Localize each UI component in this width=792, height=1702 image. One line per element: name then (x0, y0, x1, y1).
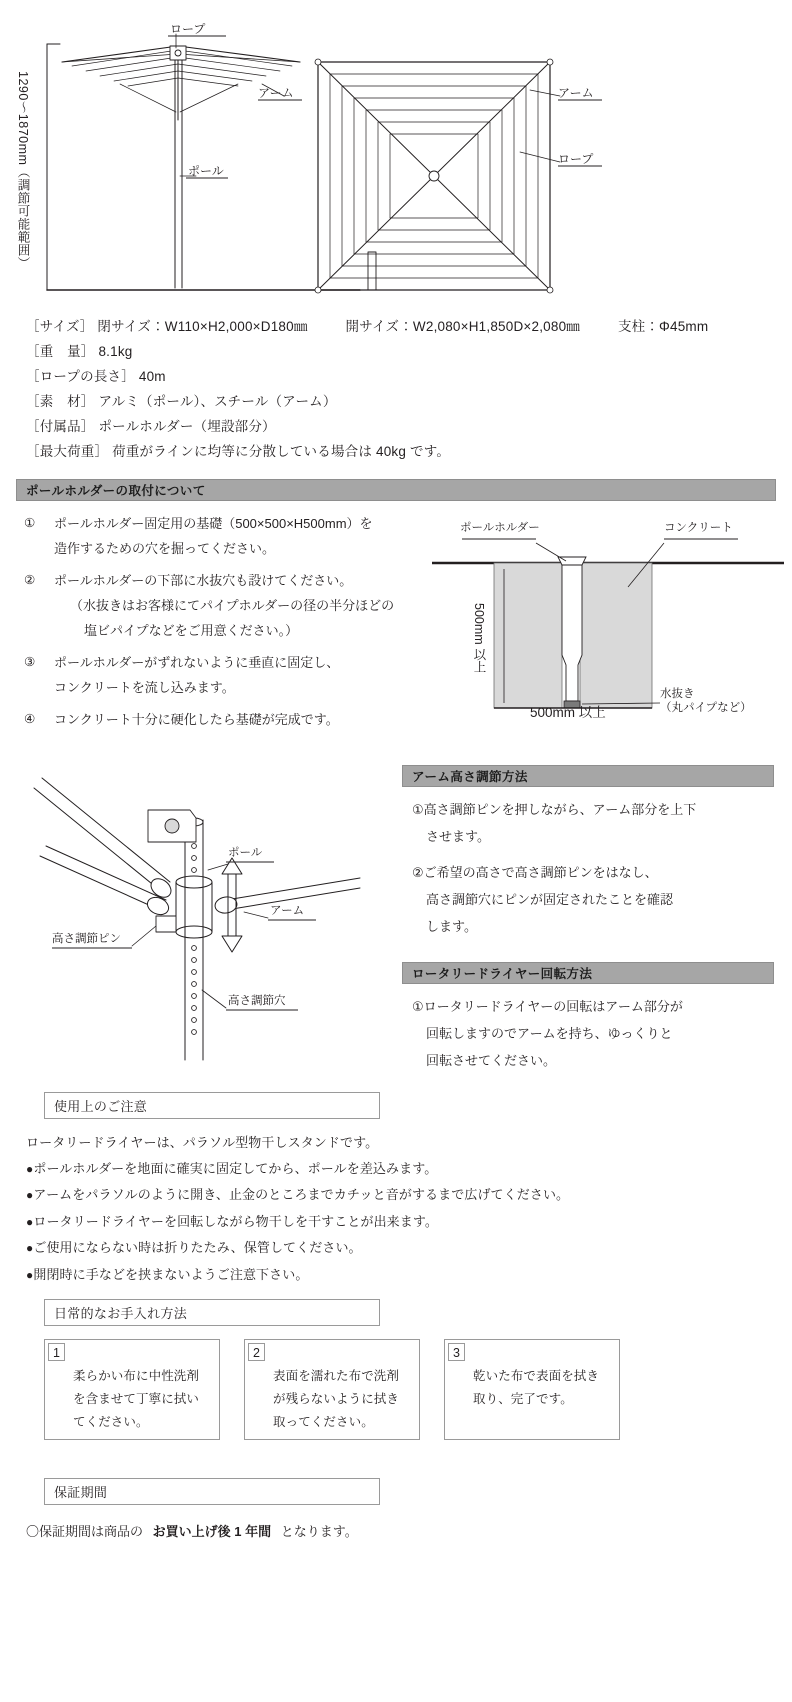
specification-list (26, 314, 766, 464)
caution-text: ご使用にならない時は折りたたみ、保管してください。 (33, 1240, 362, 1255)
figure-label-drain-sub: （丸パイプなど） (660, 702, 752, 714)
rotation-section-title: ロータリードライヤー回転方法 (412, 967, 593, 981)
step-line: ポールホルダーがずれないように垂直に固定し、 (54, 655, 340, 670)
caution-text: 開閉時に手などを挟まないようご注意下さい。 (33, 1266, 309, 1282)
figure-label-drain-main: 水抜き (660, 688, 695, 700)
bullet-icon: ● (26, 1267, 34, 1282)
spec-key: ［重 量］ (26, 344, 95, 359)
spec-value: アルミ（ポール）、スチール（アーム） (98, 394, 337, 409)
arm-adjustment-panel (402, 765, 774, 1074)
bullet-icon: ● (26, 1214, 34, 1229)
panel-text: 高さ調節ピンを押しながら、アーム部分を上下 (423, 802, 697, 817)
label-pole-side: ポール (188, 164, 224, 178)
list-item (26, 1235, 766, 1262)
step-line: ポールホルダー固定用の基礎（500×500×H500mm）を (54, 516, 373, 531)
step-number: ④ (24, 712, 36, 726)
panel-number: ① (412, 999, 424, 1014)
pole-holder-section-header (16, 479, 776, 501)
list-item (402, 859, 774, 940)
product-drawings (0, 0, 792, 305)
list-item (24, 707, 424, 732)
spec-key: ［素 材］ (26, 394, 95, 409)
pole-holder-install-section (0, 479, 792, 729)
usage-cautions-list (26, 1130, 766, 1288)
spec-key: ［ロープの長さ］ (26, 369, 135, 384)
bullet-icon: ● (26, 1161, 34, 1176)
warranty-body (26, 1521, 358, 1540)
warranty-header (44, 1478, 380, 1505)
height-range-label: 1290〜1870mm（調節可能範囲） (16, 70, 30, 270)
figure-label-width: 500mm 以上 (530, 705, 606, 720)
list-item (24, 568, 424, 643)
daily-care-card-list (44, 1339, 744, 1440)
step-line: 塩ビパイプなどをご用意ください。） (84, 623, 299, 638)
daily-care-header (44, 1299, 380, 1326)
list-item (26, 1209, 766, 1236)
panel-line: 回転しますのでアームを持ち、ゆっくりと (426, 1026, 673, 1041)
list-item (24, 511, 424, 561)
arm-height-section-title: アーム高さ調節方法 (412, 770, 528, 784)
arm-figure-label-height-pin: 高さ調節ピン (52, 933, 121, 945)
pole-holder-step-list (24, 511, 424, 739)
list-item (402, 993, 774, 1074)
warranty-prefix: 〇保証期間は商品の (26, 1524, 144, 1539)
panel-text: ロータリードライヤーの回転はアーム部分が (423, 999, 683, 1014)
arm-figure-label-arm: アーム (270, 905, 305, 917)
list-item (26, 1182, 766, 1209)
spec-row (26, 364, 766, 389)
arm-height-section-header (402, 765, 774, 787)
care-step-number: 1 (48, 1343, 65, 1361)
warranty-title: 保証期間 (54, 1485, 108, 1500)
figure-label-pole-holder: ポールホルダー (460, 522, 540, 534)
spec-key: ［最大荷重］ (26, 444, 109, 459)
panel-number: ② (412, 865, 424, 880)
spec-key: ［付属品］ (26, 419, 95, 434)
care-step-text: 乾いた布で表面を拭き取り、完了です。 (473, 1369, 600, 1406)
arm-detail-figure (30, 760, 390, 1080)
step-line: 造作するための穴を掘ってください。 (54, 541, 276, 556)
usage-cautions-title: 使用上のご注意 (54, 1099, 148, 1114)
warranty-suffix: となります。 (280, 1524, 358, 1539)
list-item (26, 1262, 766, 1289)
bullet-icon: ● (26, 1241, 34, 1255)
figure-label-drain (660, 687, 752, 715)
rotation-section-header (402, 962, 774, 984)
step-number: ② (24, 573, 36, 587)
panel-line (412, 993, 774, 1020)
panel-line (412, 859, 774, 886)
caution-text: ポールホルダーを地面に確実に固定してから、ポールを差込みます。 (33, 1160, 438, 1176)
care-step-text: 表面を濡れた布で洗剤が残らないように拭き取ってください。 (273, 1369, 400, 1429)
daily-care-title: 日常的なお手入れ方法 (54, 1306, 188, 1321)
panel-text: ご希望の高さで高さ調節ピンをはなし、 (423, 865, 658, 880)
panel-line (412, 796, 774, 823)
spec-value: 40m (138, 369, 166, 384)
step-line: コンクリートを流し込みます。 (54, 680, 235, 695)
pole-holder-section-title: ポールホルダーの取付について (26, 484, 206, 498)
spec-row (26, 314, 766, 339)
care-step-number: 2 (248, 1343, 265, 1361)
figure-label-depth: 500mm 以上 (472, 602, 486, 674)
panel-line: 高さ調節穴にピンが固定されたことを確認 (426, 892, 674, 907)
figure-label-concrete: コンクリート (664, 522, 733, 534)
care-card (444, 1339, 620, 1440)
panel-number: ① (412, 802, 424, 817)
care-card (44, 1339, 220, 1440)
label-rope-top: ロープ (558, 152, 594, 166)
spec-value: 閉サイズ：W110×H2,000×D180㎜ (97, 319, 308, 334)
spec-value: 8.1kg (98, 344, 133, 359)
spec-extra-open-size: 開サイズ：W2,080×H1,850D×2,080㎜ (345, 319, 580, 334)
caution-intro: ロータリードライヤーは、パラソル型物干しスタンドです。 (26, 1135, 379, 1150)
spec-row (26, 414, 766, 439)
step-line: コンクリート十分に硬化したら基礎が完成です。 (54, 712, 339, 727)
label-arm-side: アーム (258, 86, 294, 100)
step-line: ポールホルダーの下部に水抜穴も設けてください。 (54, 573, 353, 588)
label-arm-top: アーム (558, 86, 594, 100)
spec-row (26, 389, 766, 414)
list-item (26, 1156, 766, 1183)
care-step-text: 柔らかい布に中性洗剤を含ませて丁寧に拭いてください。 (73, 1369, 200, 1429)
list-item (24, 650, 424, 700)
spec-row (26, 439, 766, 464)
bullet-icon: ● (26, 1188, 34, 1202)
care-card (244, 1339, 420, 1440)
spec-row (26, 339, 766, 364)
warranty-period: お買い上げ後 1 年間 (152, 1524, 272, 1539)
step-number: ① (24, 516, 36, 530)
usage-cautions-header (44, 1092, 380, 1119)
panel-line: 回転させてください。 (426, 1053, 557, 1068)
list-item (402, 796, 774, 850)
care-step-number: 3 (448, 1343, 465, 1361)
arm-figure-label-height-hole: 高さ調節穴 (228, 995, 286, 1007)
label-rope-side: ロープ (170, 22, 206, 36)
step-number: ③ (24, 655, 36, 669)
caution-text: アームをパラソルのように開き、止金のところまでカチッと音がするまで広げてください。 (33, 1187, 570, 1202)
panel-line: します。 (426, 919, 477, 934)
spec-value: 荷重がラインに均等に分散している場合は 40kg です。 (112, 444, 451, 459)
spec-extra-pillar: 支柱：Φ45mm (617, 319, 709, 334)
step-line: （水抜きはお客様にてパイプホルダーの径の半分ほどの (70, 598, 395, 613)
panel-line: させます。 (426, 829, 490, 844)
pole-holder-cross-section-figure (432, 505, 784, 720)
spec-key: ［サイズ］ (26, 319, 94, 334)
caution-text: ロータリードライヤーを回転しながら物干しを干すことが出来ます。 (33, 1213, 439, 1229)
spec-value: ポールホルダー（埋設部分） (98, 419, 276, 434)
arm-figure-label-pole: ポール (228, 847, 263, 859)
